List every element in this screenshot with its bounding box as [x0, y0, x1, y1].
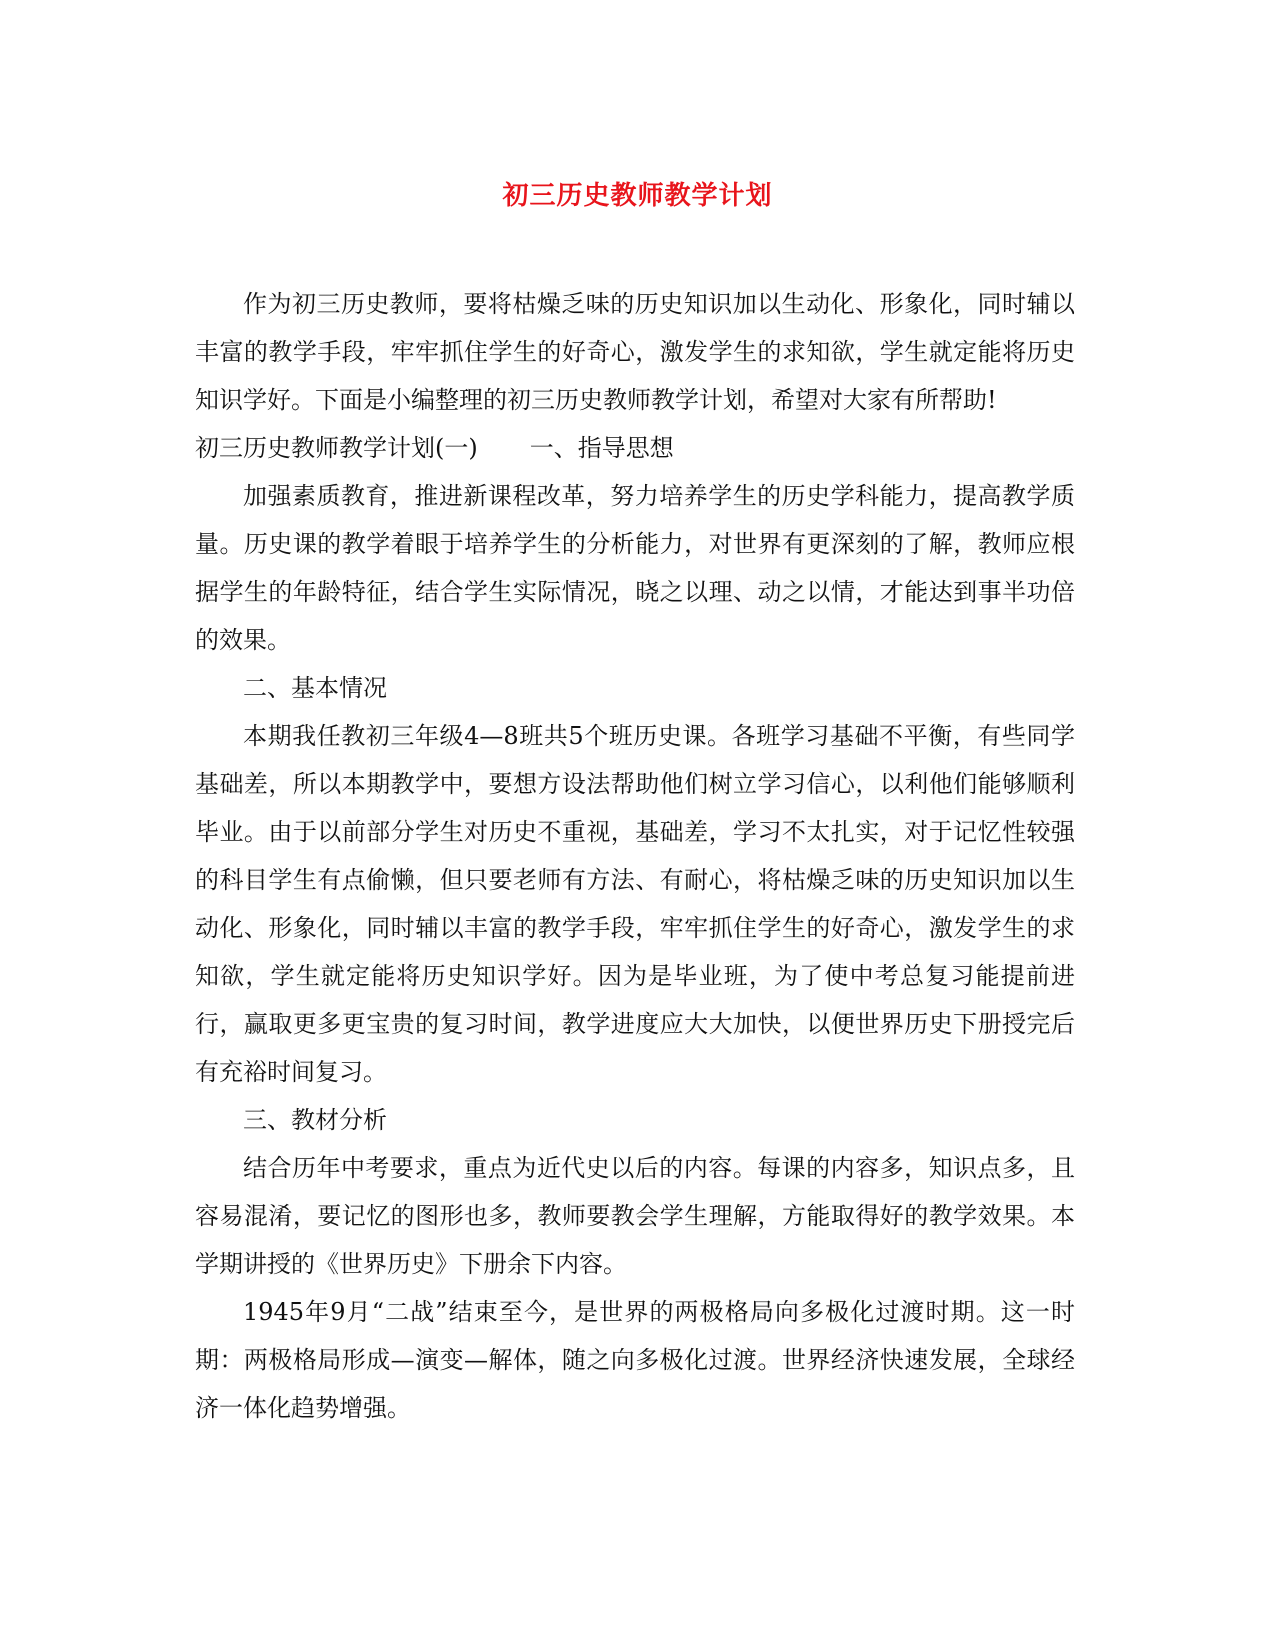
intro-paragraph: 作为初三历史教师，要将枯燥乏味的历史知识加以生动化、形象化，同时辅以丰富的教学手段，牢牢抓住学生的好奇心，激发学生的求知欲，学生就定能将历史知识学好。下面是小编整理的初三历史教师教学计划，希望对大家有所帮助! [195, 290, 1075, 414]
section3-heading: 三、教材分析 [243, 1106, 387, 1134]
section3-paragraph-2: 1945年9月“二战”结束至今，是世界的两极格局向多极化过渡时期。这一时期：两极格局形成—演变—解体，随之向多极化过渡。世界经济快速发展，全球经济一体化趋势增强。 [195, 1298, 1075, 1422]
section2-heading: 二、基本情况 [243, 674, 387, 702]
section1-heading: 一、指导思想 [529, 434, 674, 462]
part-heading: 初三历史教师教学计划(一) [195, 434, 478, 462]
section2-paragraph: 本期我任教初三年级4—8班共5个班历史课。各班学习基础不平衡，有些同学基础差，所以本期教学中，要想方设法帮助他们树立学习信心，以利他们能够顺利毕业。由于以前部分学生对历史不重视，基础差，学习不太扎实，对于记忆性较强的科目学生有点偷懒，但只要老师有方法、有耐心，将枯燥乏味的历史知识加以生动化、形象化，同时辅以丰富的教学手段，牢牢抓住学生的好奇心，激发学生的求知欲，学生就定能将历史知识学好。因为是毕业班，为了使中考总复习能提前进行，赢取更多更宝贵的复习时间，教学进度应大大加快，以便世界历史下册授完后有充裕时间复习。 [195, 722, 1075, 1086]
document-title: 初三历史教师教学计划 [502, 181, 773, 211]
section3-paragraph: 结合历年中考要求，重点为近代史以后的内容。每课的内容多，知识点多，且容易混淆，要记忆的图形也多，教师要教会学生理解，方能取得好的教学效果。本学期讲授的《世界历史》下册余下内容。 [195, 1154, 1075, 1278]
part-heading-line [195, 424, 1075, 472]
document-body [195, 280, 1075, 1432]
section1-paragraph: 加强素质教育，推进新课程改革，努力培养学生的历史学科能力，提高教学质量。历史课的教学着眼于培养学生的分析能力，对世界有更深刻的了解，教师应根据学生的年龄特征，结合学生实际情况，晓之以理、动之以情，才能达到事半功倍的效果。 [195, 482, 1075, 654]
